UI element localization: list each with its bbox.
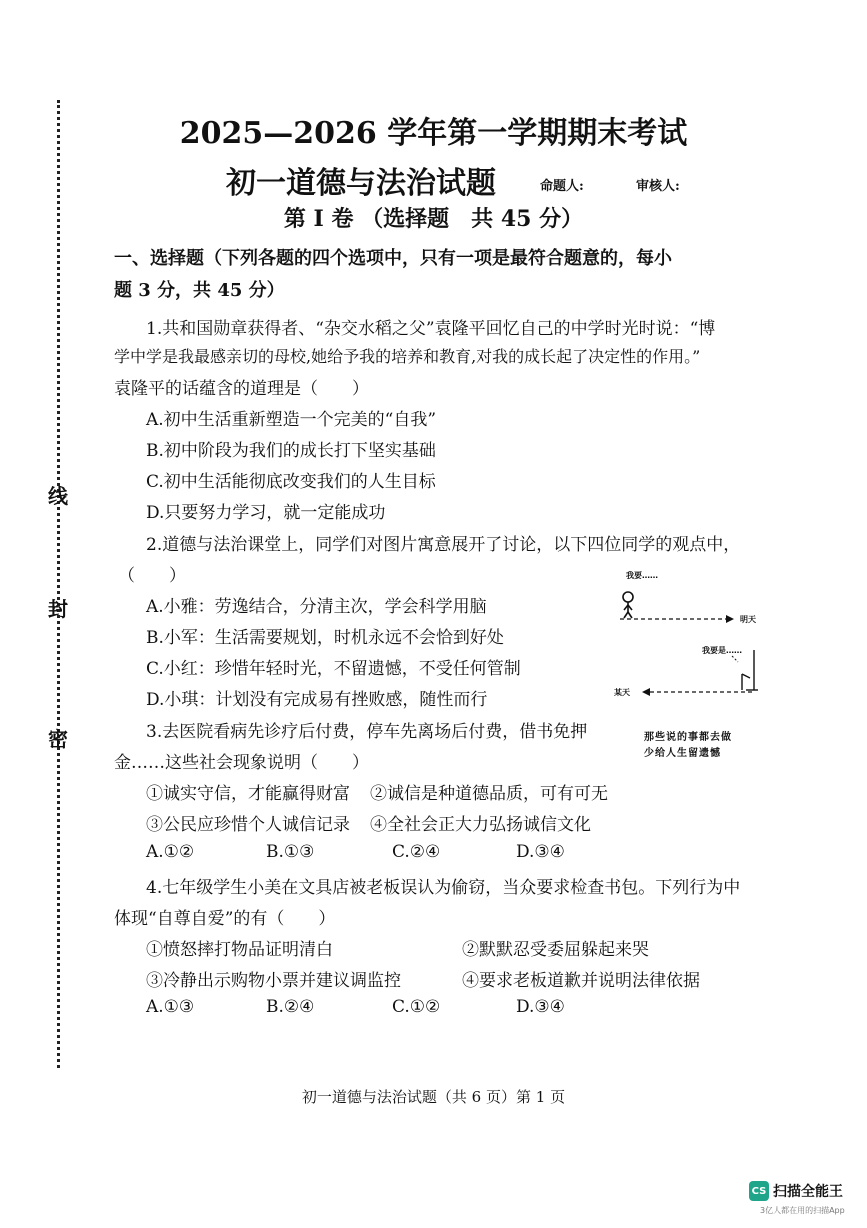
q3-stem-line1: 3.去医院看病先诊疗后付费，停车先离场后付费，借书免押 [146, 722, 588, 742]
q3-choice-b: B.①③ [266, 842, 315, 862]
binding-char-xian: 线 [48, 484, 68, 508]
figure-arrowhead-left [642, 688, 650, 696]
section-heading-line2: 题 3 分，共 45 分） [114, 280, 285, 301]
q3-choice-d: D.③④ [516, 842, 565, 862]
figure-label-top: 我要…… [626, 571, 658, 580]
figure-caption-line2: 少给人生留遗憾 [644, 748, 721, 759]
q4-choice-d: D.③④ [516, 997, 565, 1017]
q4-item-3: ③冷静出示购物小票并建议调监控 [146, 971, 401, 991]
q4-choice-c: C.①② [392, 997, 441, 1017]
author-label: 命题人: [540, 179, 584, 194]
figure-person-bottom [742, 650, 758, 690]
exam-subtitle: 初一道德与法治试题 [226, 166, 496, 201]
section-heading-line1: 一、选择题（下列各题的四个选项中，只有一项是最符合题意的，每小 [114, 248, 672, 269]
binding-char-feng: 封 [48, 597, 68, 621]
q1-option-b: B.初中阶段为我们的成长打下坚实基础 [146, 441, 436, 461]
exam-title: 2025—2026 学年第一学期期末考试 [179, 116, 688, 151]
q2-stem-line2: （ ） [118, 566, 186, 586]
camscanner-logo-icon: CS [749, 1181, 769, 1201]
q2-option-a: A.小雅：劳逸结合，分清主次，学会科学用脑 [146, 597, 487, 617]
q4-choice-b: B.②④ [266, 997, 315, 1017]
page-footer: 初一道德与法治试题（共 6 页）第 1 页 [301, 1088, 566, 1106]
q3-choice-c: C.②④ [392, 842, 441, 862]
q1-option-a: A.初中生活重新塑造一个完美的“自我” [146, 410, 437, 430]
camscanner-tagline: 3亿人都在用的扫描App [760, 1206, 845, 1215]
q4-choice-a: A.①③ [146, 997, 195, 1017]
camscanner-name: 扫描全能王 [773, 1184, 843, 1200]
q2-stem-line1: 2.道德与法治课堂上，同学们对图片寓意展开了讨论，以下四位同学的观点中， [146, 535, 741, 555]
q4-item-4: ④要求老板道歉并说明法律依据 [462, 971, 700, 991]
q3-item-1: ①诚实守信，才能赢得财富 [146, 784, 350, 804]
figure-caption-line1: 那些说的事都去做 [644, 732, 732, 743]
q1-stem-line2: 学中学是我最感亲切的母校,她给予我的培养和教育,对我的成长起了决定性的作用。” [114, 347, 701, 366]
q2-option-b: B.小军：生活需要规划，时机永远不会恰到好处 [146, 628, 504, 648]
figure-person-top [623, 592, 633, 618]
q4-item-1: ①愤怒摔打物品证明清白 [146, 940, 333, 960]
q4-stem-line2: 体现“自尊自爱”的有（ ） [114, 909, 336, 929]
q4-stem-line1: 4.七年级学生小美在文具店被老板误认为偷窃，当众要求检查书包。下列行为中 [146, 878, 741, 898]
q1-option-d: D.只要努力学习，就一定能成功 [146, 503, 386, 523]
q2-option-d: D.小琪：计划没有完成易有挫败感，随性而行 [146, 690, 488, 710]
q1-stem-line1: 1.共和国勋章获得者、“杂交水稻之父”袁隆平回忆自己的中学时光时说：“博 [146, 319, 716, 339]
q3-choice-a: A.①② [146, 842, 195, 862]
q2-option-c: C.小红：珍惜年轻时光，不留遗憾，不受任何管制 [146, 659, 521, 679]
figure-label-mid: 我要是…… [702, 646, 742, 655]
q4-item-2: ②默默忍受委屈躲起来哭 [462, 940, 649, 960]
figure-label-top-right: 明天 [740, 615, 756, 624]
q3-item-3: ③公民应珍惜个人诚信记录 [146, 815, 350, 835]
part-title: 第 I 卷 （选择题 共 45 分） [283, 206, 584, 232]
q3-item-2: ②诚信是种道德品质，可有可无 [370, 784, 608, 804]
reviewer-label: 审核人: [636, 179, 680, 194]
figure-dash-mark [732, 656, 738, 662]
binding-char-mi: 密 [48, 727, 68, 751]
q3-item-4: ④全社会正大力弘扬诚信文化 [370, 815, 591, 835]
figure-arrowhead-right [726, 615, 734, 623]
figure-label-bottom-left: 某天 [614, 688, 630, 697]
q3-stem-line2: 金……这些社会现象说明（ ） [114, 753, 369, 773]
q1-stem-line3: 袁隆平的话蕴含的道理是（ ） [114, 379, 369, 399]
binding-dotted-line [57, 100, 60, 1068]
q1-option-c: C.初中生活能彻底改变我们的人生目标 [146, 472, 436, 492]
